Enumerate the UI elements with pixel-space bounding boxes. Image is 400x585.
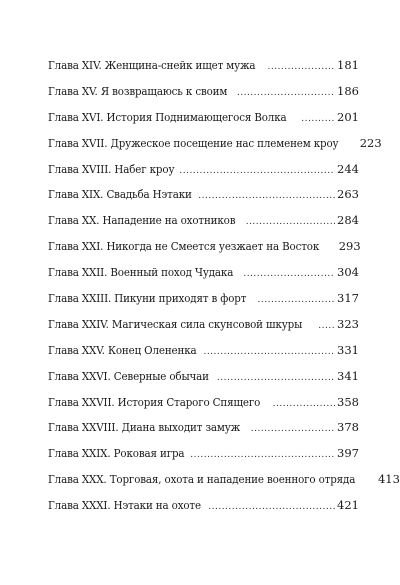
chapter-title: Глава XX. Нападение на охотников bbox=[48, 214, 236, 228]
dot-leader bbox=[251, 420, 335, 438]
chapter-title: Глава XXV. Конец Олененка bbox=[48, 343, 197, 357]
page-number: 317 bbox=[337, 291, 359, 306]
chapter-title: Глава XIV. Женщина-снейк ищет мужа bbox=[48, 59, 256, 72]
toc-entry bbox=[48, 367, 359, 393]
page-number: 358 bbox=[337, 394, 359, 409]
dot-leader bbox=[258, 291, 336, 309]
dot-leader bbox=[203, 343, 335, 361]
chapter-title: Глава XVII. Дружеское посещение нас племенем кроу bbox=[48, 136, 339, 150]
toc-entry bbox=[48, 393, 359, 419]
chapter-title: Глава XXXI. Нэтаки на охоте bbox=[48, 499, 201, 513]
chapter-title: Глава XXIX. Роковая игра bbox=[48, 447, 185, 461]
chapter-title: Глава XXI. Никогда не Смеется уезжает на Восток bbox=[48, 240, 320, 254]
toc-entry bbox=[48, 289, 359, 315]
page-number: 323 bbox=[337, 316, 359, 331]
dot-leader bbox=[318, 317, 335, 335]
page-number: 244 bbox=[337, 161, 359, 176]
dot-leader bbox=[243, 265, 335, 283]
dot-leader bbox=[190, 446, 335, 464]
page-number: 341 bbox=[337, 368, 359, 383]
toc-entry bbox=[48, 237, 359, 263]
chapter-title: Глава XXIV. Магическая сила скунсовой шкуры bbox=[48, 317, 303, 331]
dot-leader bbox=[273, 395, 335, 413]
page-number: 331 bbox=[337, 342, 359, 357]
toc-entry bbox=[48, 418, 359, 444]
dot-leader bbox=[301, 110, 335, 128]
toc-entry bbox=[48, 444, 359, 470]
dot-leader bbox=[208, 498, 335, 516]
toc-entry bbox=[48, 56, 359, 82]
page-number: 397 bbox=[337, 446, 359, 461]
toc-entry bbox=[48, 82, 359, 108]
page-number: 181 bbox=[337, 58, 359, 72]
page-number: 186 bbox=[337, 83, 359, 98]
chapter-title: Глава XXVII. История Старого Спящего bbox=[48, 395, 261, 409]
page-number: 421 bbox=[337, 498, 359, 513]
dot-leader bbox=[217, 369, 335, 387]
page-number: 378 bbox=[337, 420, 359, 435]
page-number: 201 bbox=[337, 109, 359, 124]
dot-leader bbox=[237, 84, 335, 102]
page-number: 293 bbox=[338, 239, 361, 254]
dot-leader bbox=[179, 162, 335, 180]
toc-entry bbox=[48, 211, 359, 237]
chapter-title: Глава XVI. История Поднимающегося Волка bbox=[48, 110, 287, 124]
chapter-title: Глава XXX. Торговая, охота и нападение военного отряда bbox=[48, 473, 356, 487]
page-number: 284 bbox=[337, 213, 359, 228]
chapter-title: Глава XXII. Военный поход Чудака bbox=[48, 266, 234, 280]
page-number: 413 bbox=[377, 472, 400, 487]
toc-entry bbox=[48, 496, 359, 522]
chapter-title: Глава XVIII. Набег кроу bbox=[48, 162, 175, 176]
toc-entry bbox=[48, 108, 359, 134]
table-of-contents bbox=[48, 56, 400, 522]
dot-leader bbox=[246, 213, 335, 231]
toc-entry bbox=[48, 134, 382, 160]
dot-leader bbox=[267, 58, 335, 76]
chapter-title: Глава XIX. Свадьба Нэтаки bbox=[48, 188, 192, 202]
toc-entry bbox=[48, 263, 359, 289]
chapter-title: Глава XXIII. Пикуни приходят в форт bbox=[48, 292, 247, 306]
toc-entry bbox=[48, 341, 359, 367]
chapter-title: Глава XV. Я возвращаюсь к своим bbox=[48, 84, 228, 98]
page-number: 304 bbox=[337, 265, 359, 280]
page-number: 263 bbox=[337, 187, 359, 202]
dot-leader bbox=[198, 187, 335, 205]
page-number: 223 bbox=[359, 135, 382, 150]
toc-entry bbox=[48, 185, 359, 211]
toc-entry bbox=[48, 315, 359, 341]
toc-entry bbox=[48, 470, 400, 496]
chapter-title: Глава XXVI. Северные обычаи bbox=[48, 369, 209, 383]
toc-entry bbox=[48, 160, 359, 186]
chapter-title: Глава XXVIII. Диана выходит замуж bbox=[48, 421, 241, 435]
